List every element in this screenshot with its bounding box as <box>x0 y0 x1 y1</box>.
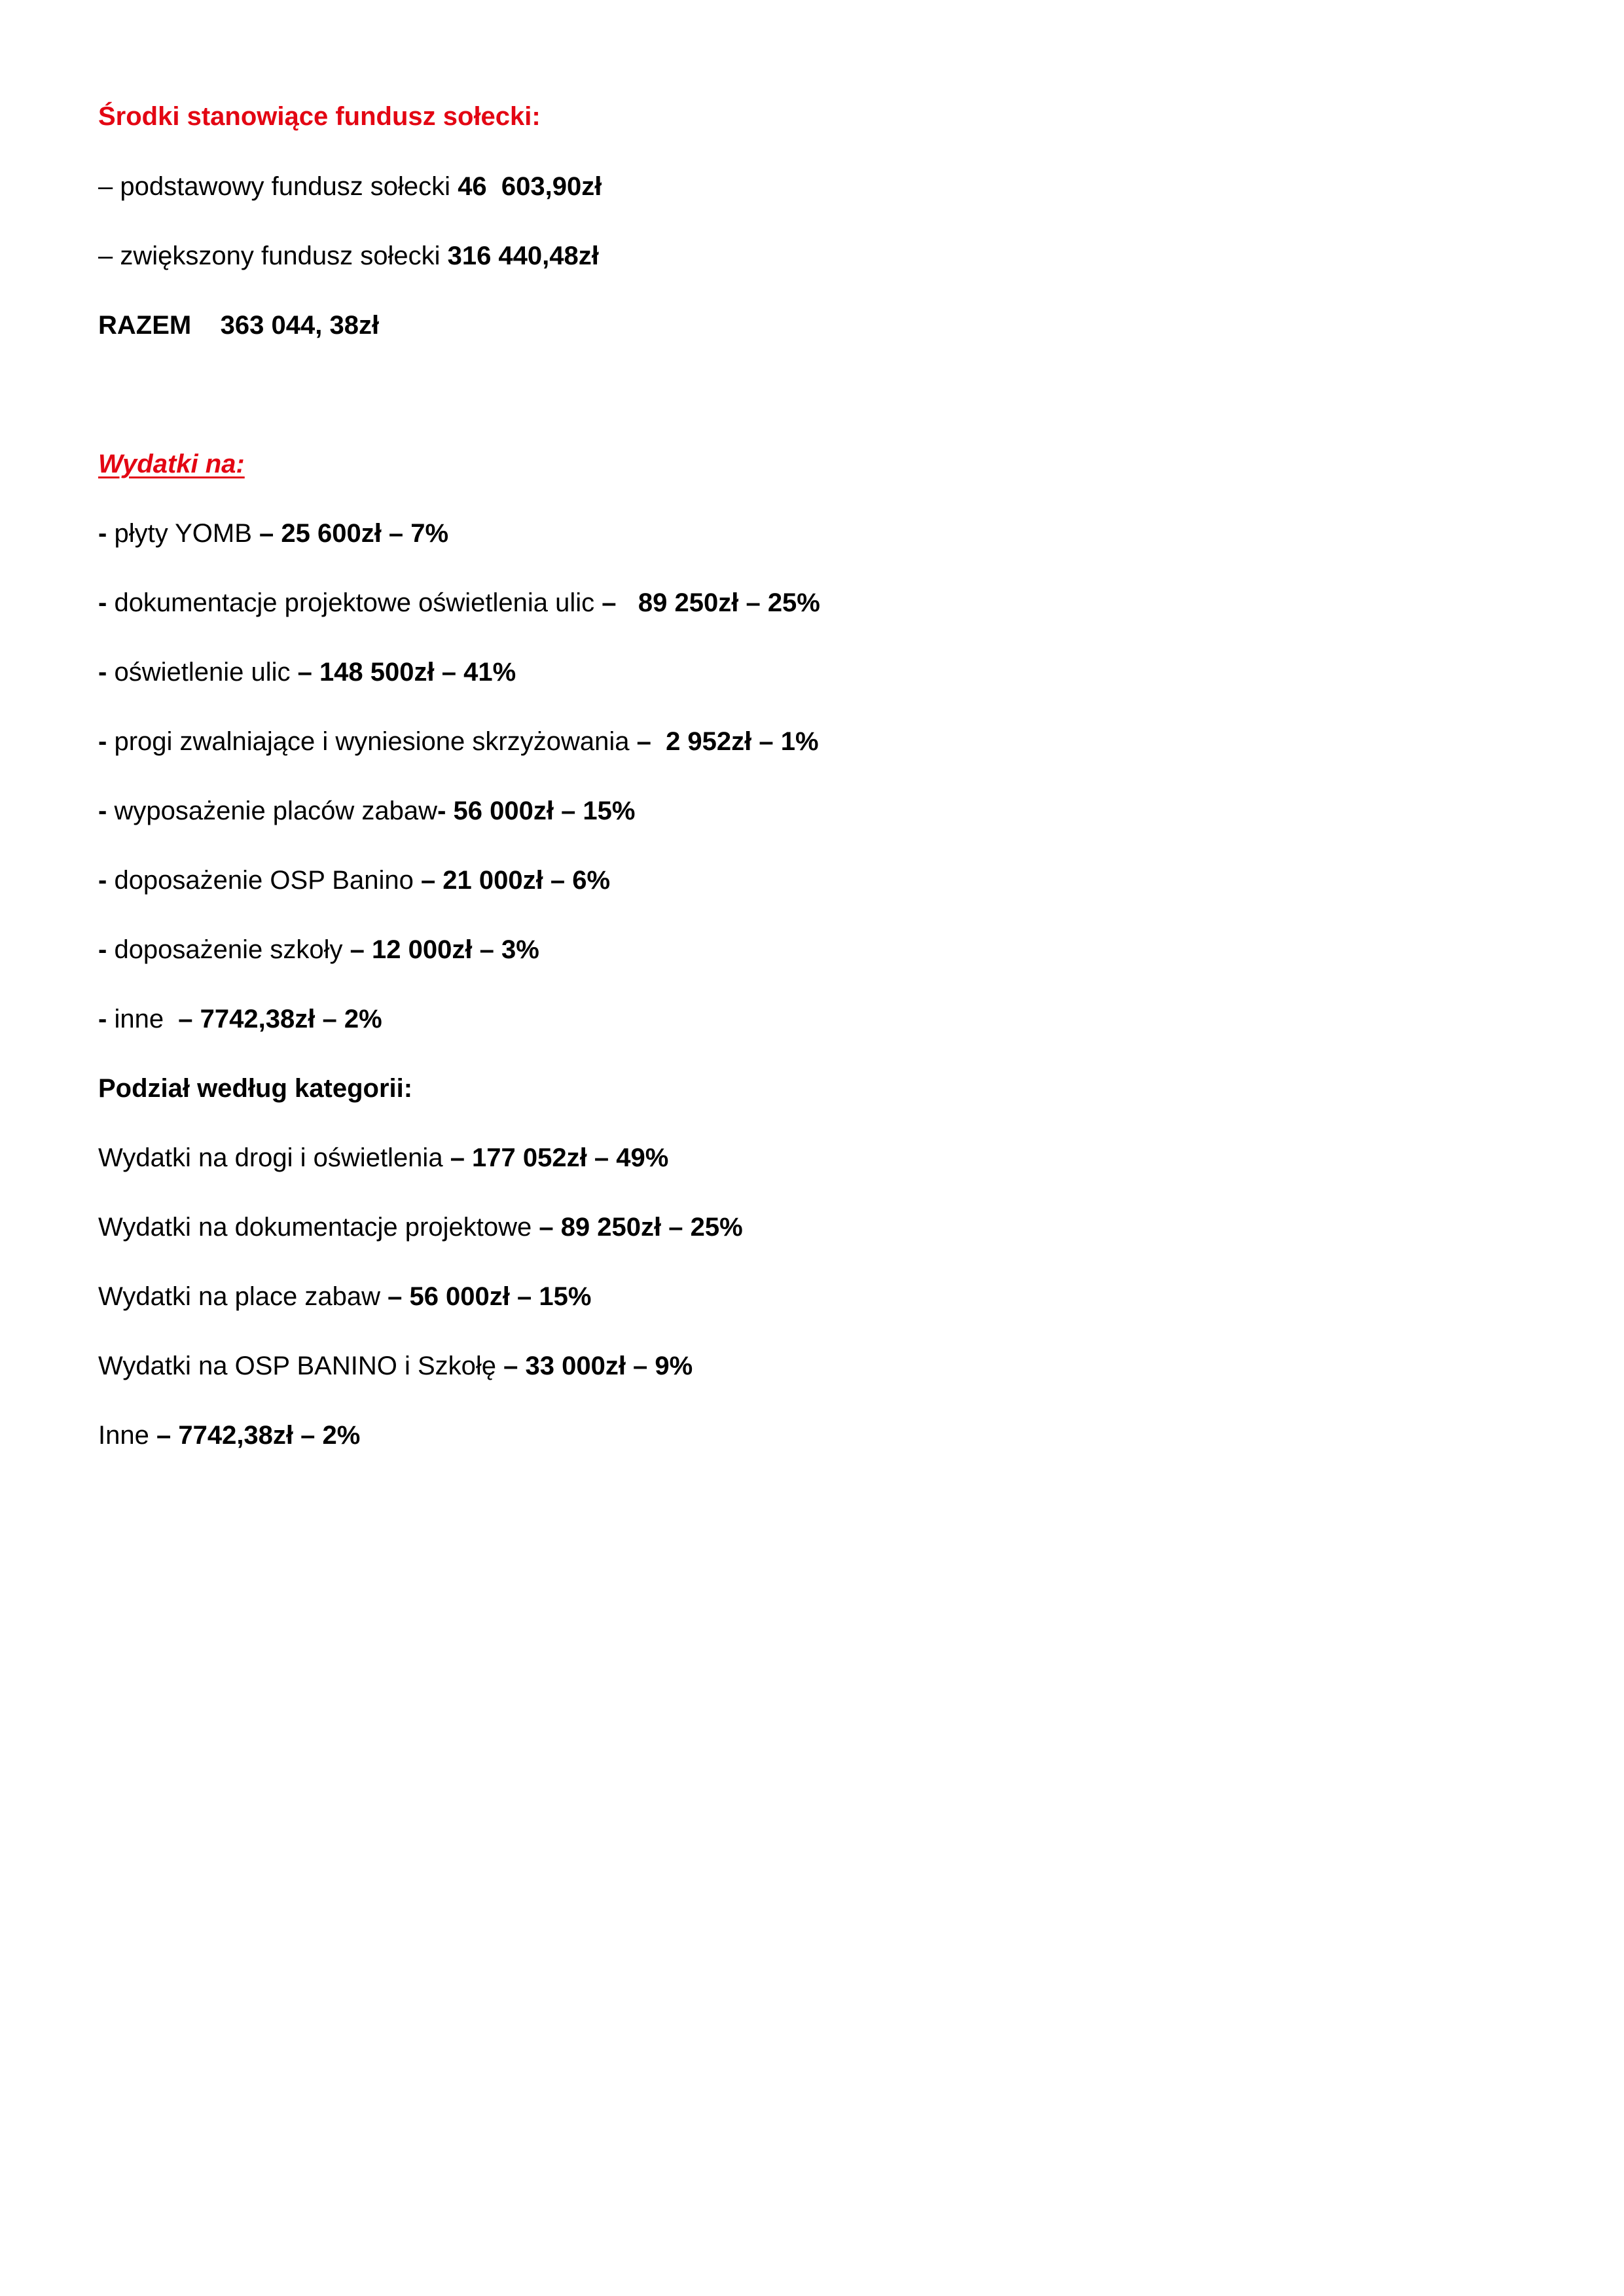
fund-total-amount: 363 044, 38zł <box>220 311 380 340</box>
expenses-heading: Wydatki na: <box>98 450 245 478</box>
category-item <box>98 1141 668 1174</box>
fund-total-label: RAZEM <box>98 311 221 340</box>
category-item <box>98 1280 591 1313</box>
expense-item-dash: - <box>98 866 107 895</box>
expense-item-dash: - <box>98 519 107 548</box>
fund-basic-amount: 46 603,90zł <box>458 172 602 201</box>
category-item-label: Inne <box>98 1421 156 1450</box>
category-item-label: Wydatki na dokumentacje projektowe <box>98 1213 539 1242</box>
expense-item-dash: - <box>98 727 107 756</box>
category-item-value: – 7742,38zł – 2% <box>156 1421 361 1450</box>
fund-total-line <box>98 309 379 342</box>
category-item-value: – 177 052zł – 49% <box>450 1143 669 1172</box>
expense-item-label: progi zwalniające i wyniesione skrzyżowania <box>107 727 637 756</box>
expense-item-value: – 2 952zł – 1% <box>636 727 819 756</box>
expense-item-dash: - <box>98 797 107 825</box>
expense-item <box>98 656 516 689</box>
expense-item <box>98 517 448 550</box>
expense-item-dash: - <box>98 588 107 617</box>
category-item <box>98 1419 360 1452</box>
expense-item-label: doposażenie OSP Banino <box>107 866 421 895</box>
expense-item-label: doposażenie szkoły <box>107 935 350 964</box>
expense-item-value: – 7742,38zł – 2% <box>178 1005 382 1033</box>
fund-increased-line <box>98 240 599 272</box>
category-item-value: – 33 000zł – 9% <box>503 1352 693 1380</box>
category-item-label: Wydatki na place zabaw <box>98 1282 388 1311</box>
expense-item <box>98 586 820 619</box>
expense-item-value: - 56 000zł – 15% <box>437 797 636 825</box>
expense-item <box>98 725 819 758</box>
expense-item-label: oświetlenie ulic <box>107 658 298 687</box>
expense-item-label: dokumentacje projektowe oświetlenia ulic <box>107 588 602 617</box>
expense-item <box>98 933 539 966</box>
category-item <box>98 1350 693 1382</box>
expense-item-value: – 21 000zł – 6% <box>420 866 611 895</box>
fund-basic-label: – podstawowy fundusz sołecki <box>98 172 458 201</box>
expense-item-dash: - <box>98 1005 107 1033</box>
category-item-label: Wydatki na OSP BANINO i Szkołę <box>98 1352 504 1380</box>
expense-item-value: – 148 500zł – 41% <box>297 658 516 687</box>
fund-basic-line <box>98 170 602 203</box>
fund-heading: Środki stanowiące fundusz sołecki: <box>98 102 541 131</box>
expense-item-dash: - <box>98 935 107 964</box>
category-item-value: – 89 250zł – 25% <box>539 1213 743 1242</box>
expense-item <box>98 795 635 827</box>
expense-item-label: wyposażenie placów zabaw <box>107 797 438 825</box>
expense-item-label: inne <box>107 1005 179 1033</box>
expense-item-value: – 89 250zł – 25% <box>602 588 820 617</box>
expense-item <box>98 1003 382 1035</box>
expense-item <box>98 864 610 897</box>
expense-item-value: – 12 000zł – 3% <box>350 935 539 964</box>
category-item <box>98 1211 743 1244</box>
category-item-value: – 56 000zł – 15% <box>388 1282 592 1311</box>
fund-increased-amount: 316 440,48zł <box>447 242 599 270</box>
expense-item-label: płyty YOMB <box>107 519 259 548</box>
categories-heading: Podział według kategorii: <box>98 1074 413 1103</box>
category-item-label: Wydatki na drogi i oświetlenia <box>98 1143 450 1172</box>
expense-item-value: – 25 600zł – 7% <box>259 519 449 548</box>
fund-increased-label: – zwiększony fundusz sołecki <box>98 242 448 270</box>
expense-item-dash: - <box>98 658 107 687</box>
